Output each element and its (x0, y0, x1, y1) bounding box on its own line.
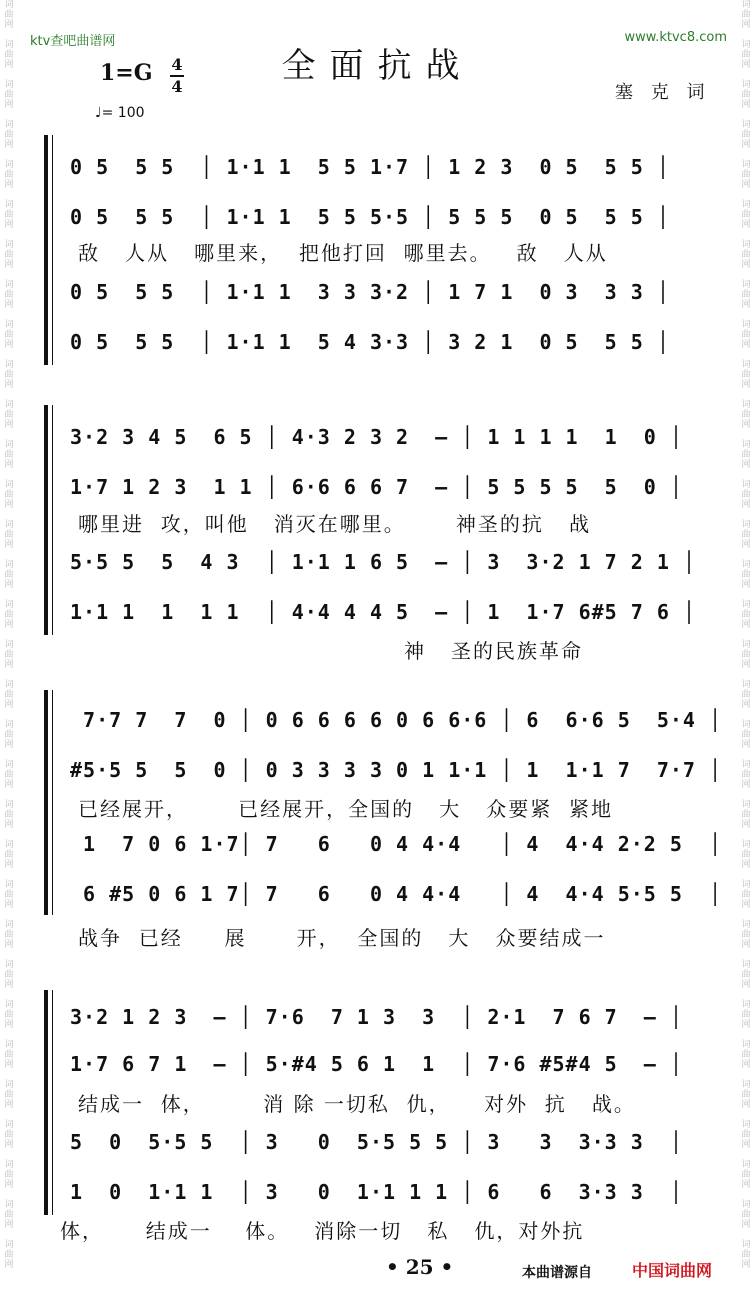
notation-line: 0 5 5 5 │ 1·1 1 3 3 3·2 │ 1 7 1 0 3 3 3 │ (70, 280, 670, 304)
meter-bottom: 4 (171, 77, 183, 96)
score-system-3 (44, 690, 723, 915)
notation-line: 3·2 3 4 5 6 5 │ 4·3 2 3 2 — │ 1 1 1 1 1 0 │ (70, 425, 683, 449)
page-number: • 25 • (386, 1255, 454, 1279)
notation-line: 1·1 1 1 1 1 │ 4·4 4 4 5 — │ 1 1·7 6#5 7 6 │ (70, 600, 696, 624)
system-brace (44, 135, 54, 365)
side-watermark-left: 词 曲 网 词 曲 网 词 曲 网 词 曲 网 词 曲 网 词 曲 网 词 曲 网 词 曲 网 词 曲 网 词 曲 网 词 曲 网 词 曲 网 词 曲 网 词 曲 网 词 曲 网 词 曲 网 词 曲 网 词 曲 网 词 曲 网 词 曲 网 词 曲 网 词 曲 网 词 曲 网 词 曲 网 词 曲 网 词 曲 网 词 曲 网 词 曲 网 词 曲 网 词 曲 网 词 曲 网 词 曲 网 (4, 0, 14, 1270)
lyric-line: 哪里进 攻，叫他 消灭在哪里。 神圣的抗 战 (78, 512, 592, 536)
notation-line: 3·2 1 2 3 — │ 7·6 7 1 3 3 │ 2·1 7 6 7 — │ (70, 1005, 683, 1029)
side-watermark-right: 词 曲 网 词 曲 网 词 曲 网 词 曲 网 词 曲 网 词 曲 网 词 曲 网 词 曲 网 词 曲 网 词 曲 网 词 曲 网 词 曲 网 词 曲 网 词 曲 网 词 曲 网 词 曲 网 词 曲 网 词 曲 网 词 曲 网 词 曲 网 词 曲 网 词 曲 网 词 曲 网 词 曲 网 词 曲 网 词 曲 网 词 曲 网 词 曲 网 词 曲 网 词 曲 网 词 曲 网 词 曲 网 (741, 0, 751, 1270)
lyric-line: 结成一 体， 消 除 一切私 仇， 对外 抗 战。 (78, 1092, 636, 1116)
lyric-line: 已经展开， 已经展开，全国的 大 众要紧 紧地 (78, 797, 614, 821)
notation-line: #5·5 5 5 0 │ 0 3 3 3 3 0 1 1·1 │ 1 1·1 7 7·7 │ (70, 758, 723, 782)
notation-line: 5 0 5·5 5 │ 3 0 5·5 5 5 │ 3 3 3·3 3 │ (70, 1130, 683, 1154)
tempo-marking: ♩= 100 (95, 105, 145, 121)
score-system-2 (44, 405, 714, 635)
notation-line: 1 0 1·1 1 │ 3 0 1·1 1 1 │ 6 6 3·3 3 │ (70, 1180, 683, 1204)
notation-line: 5·5 5 5 4 3 │ 1·1 1 6 5 — │ 3 3·2 1 7 2 1 │ (70, 550, 696, 574)
lyric-line: 神 圣的民族革命 (78, 639, 584, 663)
score-system-4 (44, 990, 714, 1215)
lyric-line: 战争 已经 展 开， 全国的 大 众要结成一 (78, 926, 606, 950)
system-brace (44, 690, 54, 915)
notation-line: 1·7 6 7 1 — │ 5·#4 5 6 1 1 │ 7·6 #5#4 5 — │ (70, 1052, 683, 1076)
notation-line: 0 5 5 5 │ 1·1 1 5 5 5·5 │ 5 5 5 0 5 5 5 │ (70, 205, 670, 229)
watermark-right: www.ktvc8.com (624, 30, 727, 45)
notation-line: 6 #5 0 6 1 7│ 7 6 0 4 4·4 │ 4 4·4 5·5 5 │ (70, 882, 723, 906)
notation-line: 1 7 0 6 1·7│ 7 6 0 4 4·4 │ 4 4·4 2·2 5 │ (70, 832, 723, 856)
key-signature: 1=G (100, 60, 153, 86)
system-brace (44, 990, 54, 1215)
notation-line: 7·7 7 7 0 │ 0 6 6 6 6 0 6 6·6 │ 6 6·6 5 5·4 │ (70, 708, 723, 732)
time-signature (170, 55, 184, 97)
lyric-line: 体， 结成一 体。 消除一切 私 仇，对外抗 (60, 1219, 585, 1243)
lyricist-credit: 塞 克 词 (615, 82, 711, 103)
score-system-1 (44, 135, 714, 365)
lyric-line: 敌 人从 哪里来， 把他打回 哪里去。 敌 人从 (78, 241, 608, 265)
system-brace (44, 405, 54, 635)
notation-line: 0 5 5 5 │ 1·1 1 5 5 1·7 │ 1 2 3 0 5 5 5 │ (70, 155, 670, 179)
watermark-left: ktv查吧曲谱网 (30, 34, 116, 49)
notation-line: 1·7 1 2 3 1 1 │ 6·6 6 6 7 — │ 5 5 5 5 5 0 │ (70, 475, 683, 499)
meter-top: 4 (171, 55, 183, 74)
song-title: 全面抗战 (281, 46, 474, 86)
notation-line: 0 5 5 5 │ 1·1 1 5 4 3·3 │ 3 2 1 0 5 5 5 │ (70, 330, 670, 354)
source-site-link[interactable]: 中国词曲网 (632, 1261, 713, 1280)
source-label: 本曲谱源自 (522, 1265, 592, 1281)
